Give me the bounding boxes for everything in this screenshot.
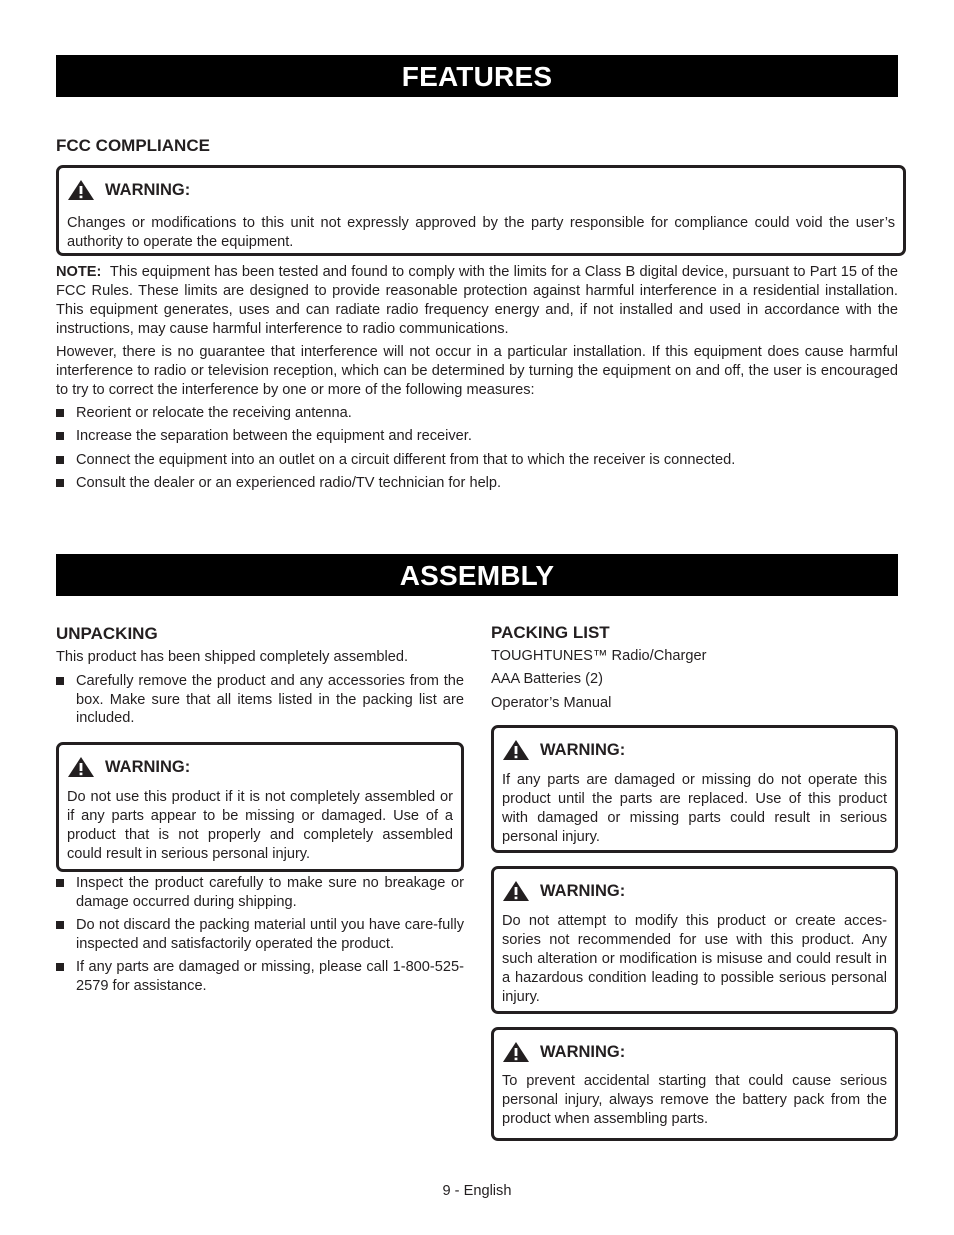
- features-banner: FEATURES: [56, 55, 898, 97]
- unpacking-heading: UNPACKING: [56, 624, 158, 643]
- page-number: 9 - English: [442, 1183, 512, 1199]
- packing-list-item: Operator’s Manual: [491, 695, 612, 711]
- list-item: Do not discard the packing material until you have care-fully inspected and satisfactorily operated the product.: [56, 916, 464, 954]
- bullet-square: [56, 409, 64, 417]
- modify-warning-box: [491, 866, 898, 1014]
- bullet-square: [56, 963, 64, 971]
- warning-label: WARNING:: [540, 1043, 626, 1061]
- packing-list-item: AAA Batteries (2): [491, 671, 603, 687]
- warning-triangle-icon: [67, 179, 95, 201]
- warning-text: Do not attempt to modify this product or create acces-sories not recommended for use with this product. Any such alteration or modification is misuse and could result in a hazardous condition leading to possible serious personal injury.: [502, 913, 887, 1005]
- warning-text: Do not use this product if it is not completely assembled or if any parts appear to be missing or damaged. Use of a product that is not properly and completely assembled could result in serious personal injury.: [67, 789, 453, 862]
- fcc-note-paragraph: [56, 263, 898, 339]
- warning-triangle-icon: [502, 880, 530, 902]
- warning-text: If any parts are damaged or missing do not operate this product until the parts are replaced. Use of this product with damaged or missing parts could result in serious personal injury.: [502, 772, 887, 845]
- list-item: If any parts are damaged or missing, please call 1-800-525-2579 for assistance.: [56, 958, 464, 996]
- warning-text: Changes or modifications to this unit not expressly approved by the party responsible for compliance could void the user’s authority to operate the equipment.: [67, 215, 895, 250]
- warning-label: WARNING:: [540, 741, 626, 759]
- fcc-warning-box: [56, 165, 906, 256]
- bullet-square: [56, 921, 64, 929]
- bullet-square: [56, 677, 64, 685]
- assembly-banner: ASSEMBLY: [56, 554, 898, 596]
- unpacking-warning-box: [56, 742, 464, 872]
- bullet-square: [56, 879, 64, 887]
- warning-triangle-icon: [502, 739, 530, 761]
- bullet-square: [56, 456, 64, 464]
- packing-list-item: TOUGHTUNES™ Radio/Charger: [491, 648, 707, 664]
- warning-label: WARNING:: [105, 758, 191, 776]
- warning-label: WARNING:: [105, 181, 191, 199]
- packing-list-heading: PACKING LIST: [491, 623, 610, 642]
- interference-paragraph: However, there is no guarantee that interference will not occur in a particular installation. If this equipment does cause harmful interference to radio or television reception, which can be determined by turning the equipment on and off, the user is encouraged to try to correct the interference by one or more of the following measures:: [56, 344, 898, 398]
- note-text: This equipment has been tested and found to comply with the limits for a Class B digital device, pursuant to Part 15 of the FCC Rules. These limits are designed to provide reasonable protection against harmful interference in a residential installation. This equipment generates, uses and can radiate radio frequency energy and, if not installed and used in accordance with the instructions, may cause harmful interference to radio communications.: [56, 264, 898, 337]
- list-item: Carefully remove the product and any accessories from the box. Make sure that all items listed in the packing list are included.: [56, 672, 464, 730]
- warning-text: To prevent accidental starting that could cause serious personal injury, always remove the battery pack from the product when assembling parts.: [502, 1073, 887, 1127]
- warning-label: WARNING:: [540, 882, 626, 900]
- list-item: Inspect the product carefully to make sure no breakage or damage occurred during shipping.: [56, 874, 464, 912]
- fcc-compliance-heading: FCC COMPLIANCE: [56, 136, 210, 155]
- bullet-square: [56, 432, 64, 440]
- parts-missing-warning-box: [491, 725, 898, 853]
- bullet-square: [56, 479, 64, 487]
- note-label: NOTE:: [56, 264, 102, 280]
- warning-triangle-icon: [67, 756, 95, 778]
- warning-triangle-icon: [502, 1041, 530, 1063]
- battery-warning-box: [491, 1027, 898, 1141]
- unpacking-intro: This product has been shipped completely assembled.: [56, 649, 409, 665]
- manual-page: FEATURES FCC COMPLIANCE WARNING: Changes or modifications to this unit not expressly approved by the party responsible for compliance could void the user’s authority to operate the equipment. NOTE: This equipment has been tested and found to comply with the limits for a Class B digital device, pursuant to Part 15 of the FCC Rules. These limits are designed to provide reasonable protection against harmful interference in a residential installation. This equipment generates, uses and can radiate radio frequency energy and, if not installed and used in accordance with the instructions, may cause harmful interference to radio communications. However, there is no guarantee that interference will not occur in a particular installation. If this equipment does cause harmful interference to radio or television reception, which can be determined by turning the equipment on and off, the user is encouraged to try to correct the interference by one or more of the following measures: Reorient or relocate the receiving antenna. Increase the separation between the equipment and receiver. Connect the equipment into an outlet on a circuit different from that to which the receiver is connected. Consult the dealer or an experienced radio/TV technician for help. ASSEMBLY UNPACKING This product has been shipped completely assembled. Carefully remove the product and any accessories from the box. Make sure that all items listed in the packing list are included. WARNING: Do not use this product if it is not completely assembled or if any parts appear to be missing or damaged. Use of a product that is not properly and completely assembled could result in serious personal injury. Inspect the product carefully to make sure no breakage or damage occurred during shipping. Do not discard the packing material until you have care-fully inspected and satisfactorily operated the product. If any parts are damaged or missing, please call 1-800-525-2579 for assistance. PACKING LIST TOUGHTUNES™ Radio/Charger AAA Batteries (2) Operator’s Manual WARNING: If any parts are damaged or missing do not operate this product until the parts are replaced. Use of this product with damaged or missing parts could result in serious personal injury. WARNING: Do not attempt to modify this product or create acces-sories not recommended for use with this product. Any such alteration or modification is misuse and could result in a hazardous condition leading to possible serious personal injury. WARNING: To prevent accidental starting that could cause serious personal injury, always remove the battery pack from the product when assembling parts. 9 - English: [0, 0, 954, 1235]
